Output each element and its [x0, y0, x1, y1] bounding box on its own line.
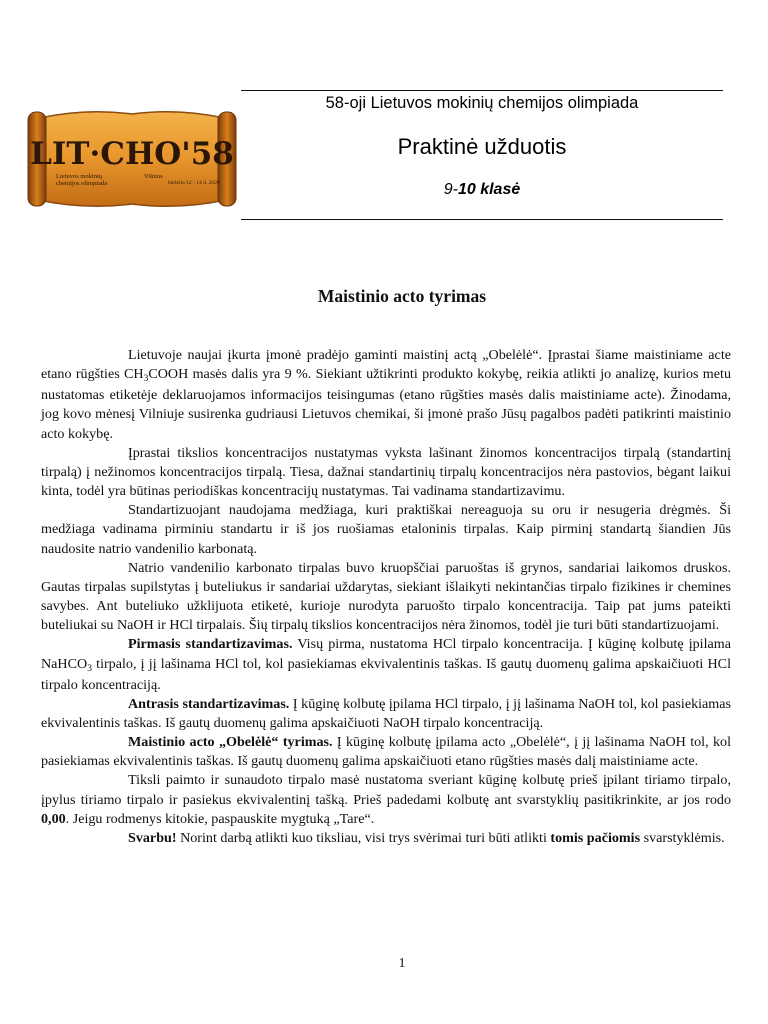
document-body: [41, 346, 731, 848]
subscript: 3: [87, 663, 92, 674]
olympiad-logo: [26, 106, 238, 212]
olympiad-name: 58-oji Lietuvos mokinių chemijos olimpiada: [325, 94, 639, 112]
bold-text: Pirmasis standartizavimas.: [128, 636, 293, 653]
subscript: 3: [143, 374, 149, 385]
text-run: Lietuvoje naujai įkurta įmonė pradėjo gaminti maistinį actą „Obelėlė“. Įprastai šiame maistiniame acte etano rūgšties CH: [41, 347, 731, 383]
header-rule-bottom: [241, 219, 723, 220]
body-paragraph: [41, 501, 731, 558]
body-paragraph: [41, 346, 731, 444]
grade-label: [241, 181, 723, 199]
bold-text: Maistinio acto „Obelėlė“ tyrimas.: [128, 734, 333, 751]
text-run: Į kūginę kolbutę įpilama acto „Obelėlė“, į jį lašinama NaOH tol, kol pasiekiamas ekvivalentinis taškas. Iš gautų duomenų galima apskaičiuoti etano rūgšties masės dalį maistiniame acte.: [41, 734, 731, 770]
text-run: tirpalo, į jį lašinama HCl tol, kol pasiekiamas ekvivalentinis taškas. Iš gautų duomenų galima apskaičiuoti HCl tirpalo koncentraciją.: [41, 655, 731, 693]
task-title: Praktinė užduotis: [397, 134, 567, 159]
logo-line1a: Lietuvos mokinių: [56, 173, 103, 180]
bold-text: tomis pačiomis: [550, 829, 641, 846]
bold-text: 0,00: [41, 810, 66, 827]
text-run: Norint darbą atlikti kuo tiksliau, visi trys svėrimai turi būti atlikti: [176, 829, 551, 846]
text-run: . Jeigu rodmenys kitokie, paspauskite mygtuką „Tare“.: [65, 810, 375, 827]
logo-line1c: birželio 12 - 14 d. 2020: [168, 180, 220, 186]
grade-number: 9-: [443, 181, 458, 198]
text-run: Standartizuojant naudojama medžiaga, kuri praktiškai nereaguoja su oru ir nesugeria drėgmės. Ši medžiaga vadinama pirminiu standartu ir iš jos ruošiamas etaloninis tirpalas. Kaip pirminį standartą šiandien Jūs naudosite natrio vandenilio karbonatą.: [41, 502, 731, 557]
body-paragraph: [41, 733, 731, 771]
body-paragraph: [41, 635, 731, 694]
page-number: 1: [398, 956, 406, 971]
text-run: Visų pirma, nustatoma HCl tirpalo koncentracija. Į kūginę kolbutę įpilama NaHCO: [41, 636, 731, 672]
header-rule-top: [241, 90, 723, 91]
grade-text: 10 klasė: [457, 181, 521, 198]
bold-text: Svarbu!: [128, 829, 177, 846]
body-paragraph: [41, 695, 731, 733]
body-paragraph: [41, 444, 731, 501]
text-run: Natrio vandenilio karbonato tirpalas buvo kruopščiai paruoštas iš grynos, sandariai laikomos druskos. Gautas tirpalas supilstytas į buteliukus ir sandariai uždarytas, siekiant išlaikyti nekintančias tirpalo fizikines ir chemines savybes. Ant buteliuko užklijuota etiketė, kurioje nurodyta paruošto tirpalo koncentracija. Taip pat jums pateikti buteliukai su NaOH ir HCl tirpalais. Šių tirpalų tikslios koncentracijos nėra žinomos, todėl jie turi būti standartizuojami.: [41, 559, 731, 634]
body-paragraph: [41, 559, 731, 636]
text-run: COOH masės dalis yra 9 %. Siekiant užtikrinti produkto kokybę, reikia atlikti jo analizę, kurios metu nustatomas etiketėje deklaruojamos informacijos teisingumas (etano rūgšties masės dalis maistiniame acte). Žinodama, jog kovo mėnesį Vilniuje susirenka gudriausi Lietuvos chemikai, ši įmonė prašo Jūsų pagalbos padėti patikrinti maistinio acto kokybę.: [41, 366, 731, 442]
document-title: Maistinio acto tyrimas: [317, 286, 487, 306]
logo-title: LIT·CHO'58: [30, 136, 234, 172]
text-run: Į kūginę kolbutę įpilama HCl tirpalo, į jį lašinama NaOH tol, kol pasiekiamas ekvivalentinis taškas. Iš gautų duomenų galima apskaičiuoti NaOH tirpalo koncentraciją.: [41, 695, 732, 731]
body-paragraph: [41, 829, 731, 848]
logo-line1b: Vilnius: [144, 173, 163, 180]
logo-line2: chemijos olimpiada: [56, 180, 108, 187]
text-run: Įprastai tikslios koncentracijos nustatymas vyksta lašinant žinomos koncentracijos tirpalą (standartinį tirpalą) į nežinomos koncentracijos tirpalą. Tiesa, dažnai standartinių tirpalų koncentracijos nėra pastovios, bėgant laikui kinta, todėl yra būtinas periodiškas koncentracijų nustatymas. Tai vadinama standartizavimu.: [41, 444, 731, 500]
bold-text: Antrasis standartizavimas.: [128, 695, 290, 712]
body-paragraph: [41, 771, 731, 828]
text-run: svarstyklėmis.: [640, 829, 725, 846]
text-run: Tiksli paimto ir sunaudoto tirpalo masė nustatoma sveriant kūginę kolbutę prieš įpilant tiriamo tirpalo, įpylus tiriamo tirpalo ir pasiekus ekvivalentinį tašką. Prieš padedami kolbutę ant svarstyklių pasitikrinkite, ar jos rodo: [41, 772, 731, 808]
